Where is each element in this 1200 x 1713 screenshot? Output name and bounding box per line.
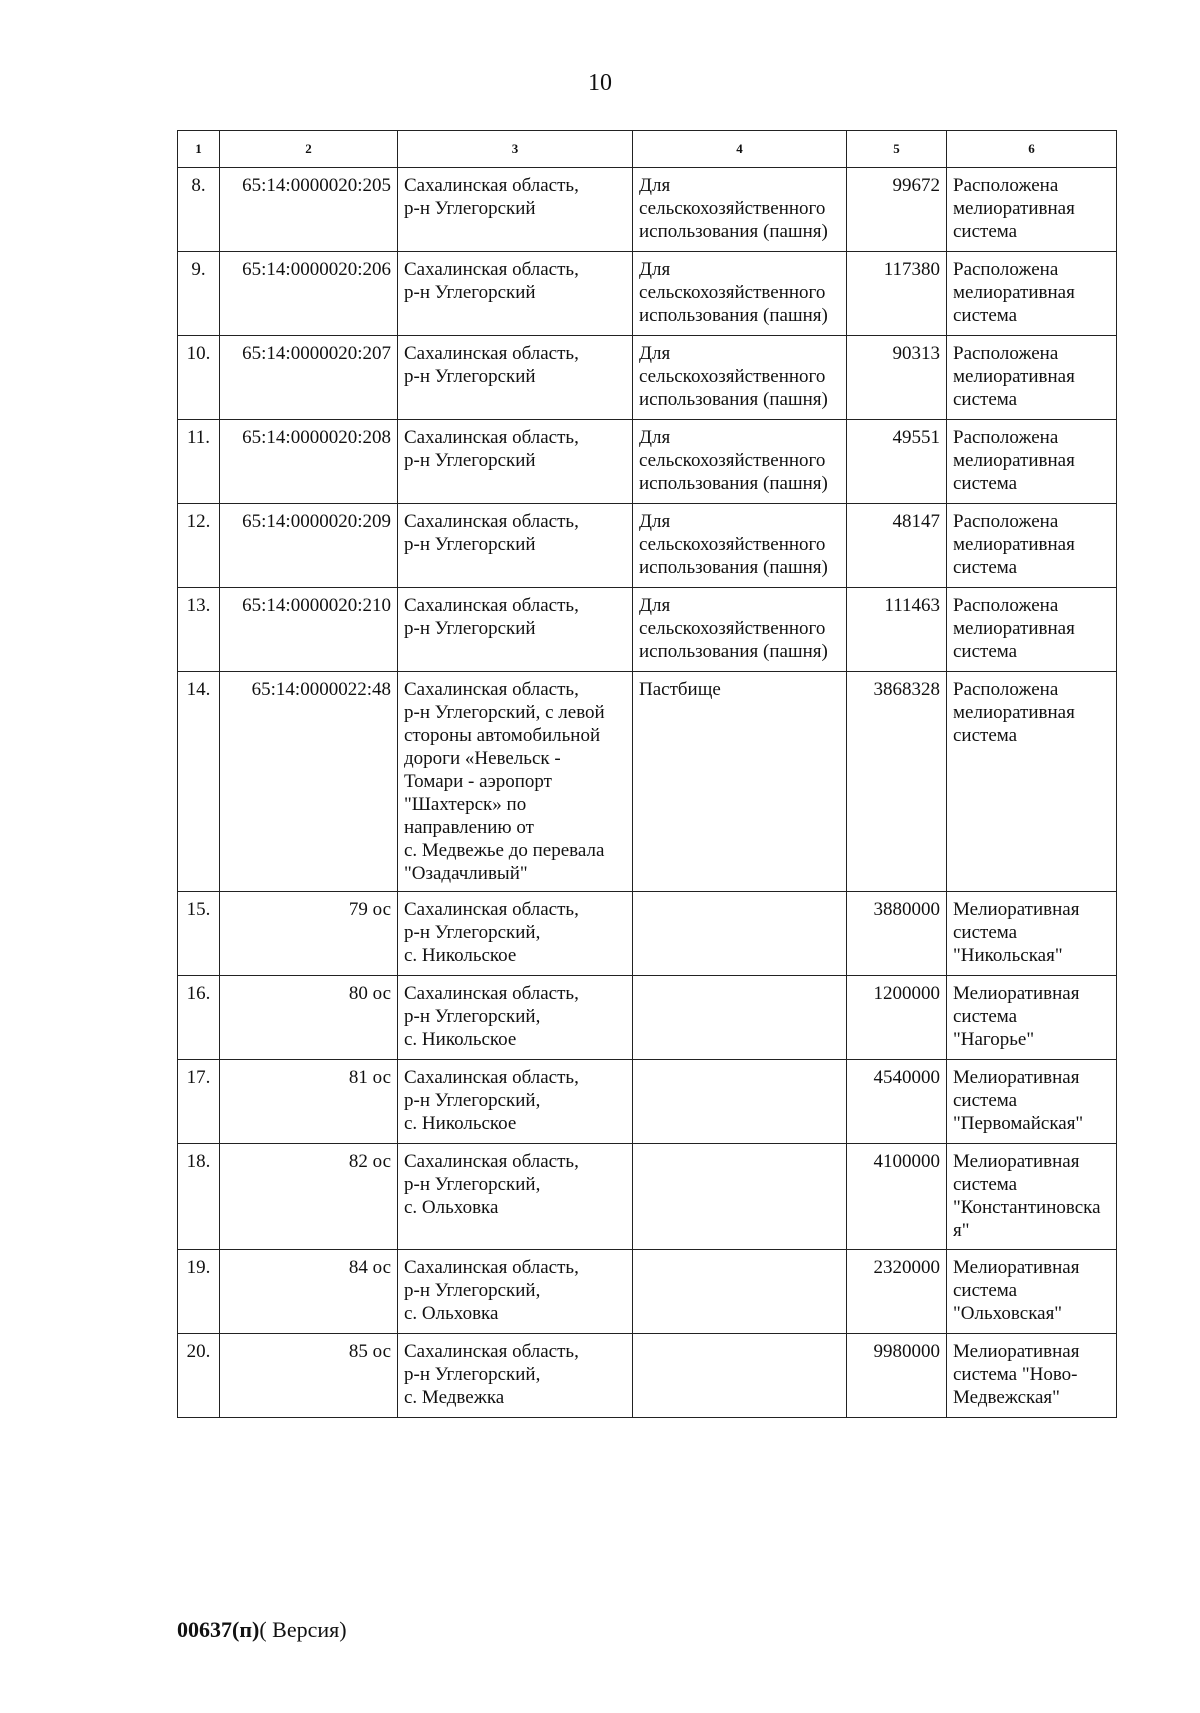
cell-note: Расположена мелиоративная система [947,672,1117,892]
cell-cadastral-number: 65:14:0000020:208 [220,420,398,504]
cell-permitted-use: Для сельскохозяйственного использования (пашня) [633,168,847,252]
cell-location: Сахалинская область, р-н Углегорский [398,168,633,252]
cell-area: 1200000 [847,976,947,1060]
cell-location: Сахалинская область, р-н Углегорский, с. Никольское [398,1060,633,1144]
table-body [178,168,1117,1418]
cell-note: Расположена мелиоративная система [947,336,1117,420]
cell-cadastral-number: 84 ос [220,1250,398,1334]
cell-area: 3880000 [847,892,947,976]
column-header: 5 [847,131,947,168]
cell-note: Мелиоративная система "Первомайская" [947,1060,1117,1144]
table-row [178,1144,1117,1250]
cell-cadastral-number: 65:14:0000020:209 [220,504,398,588]
cell-cadastral-number: 65:14:0000022:48 [220,672,398,892]
cell-permitted-use [633,1144,847,1250]
column-header: 1 [178,131,220,168]
cell-row-number: 20. [178,1334,220,1418]
cell-permitted-use [633,1334,847,1418]
cell-location: Сахалинская область, р-н Углегорский [398,336,633,420]
page-number: 10 [588,70,612,96]
cell-area: 3868328 [847,672,947,892]
cell-row-number: 15. [178,892,220,976]
cell-cadastral-number: 65:14:0000020:206 [220,252,398,336]
cell-row-number: 11. [178,420,220,504]
cell-location: Сахалинская область, р-н Углегорский, с. Медвежка [398,1334,633,1418]
column-header: 3 [398,131,633,168]
cell-note: Расположена мелиоративная система [947,588,1117,672]
cell-cadastral-number: 85 ос [220,1334,398,1418]
cell-permitted-use: Для сельскохозяйственного использования (пашня) [633,252,847,336]
cell-row-number: 10. [178,336,220,420]
cell-row-number: 18. [178,1144,220,1250]
cell-permitted-use [633,976,847,1060]
cell-permitted-use [633,1060,847,1144]
cell-cadastral-number: 80 ос [220,976,398,1060]
table-row [178,1250,1117,1334]
cell-location: Сахалинская область, р-н Углегорский [398,588,633,672]
table-row [178,976,1117,1060]
cell-area: 117380 [847,252,947,336]
cell-area: 9980000 [847,1334,947,1418]
table-row [178,252,1117,336]
cell-area: 99672 [847,168,947,252]
cell-cadastral-number: 65:14:0000020:205 [220,168,398,252]
cell-row-number: 14. [178,672,220,892]
column-header: 4 [633,131,847,168]
cell-permitted-use: Для сельскохозяйственного использования (пашня) [633,336,847,420]
cell-cadastral-number: 79 ос [220,892,398,976]
cell-location: Сахалинская область, р-н Углегорский [398,420,633,504]
column-header: 2 [220,131,398,168]
document-footer [177,1617,347,1643]
cell-permitted-use [633,1250,847,1334]
cell-row-number: 12. [178,504,220,588]
cell-area: 4100000 [847,1144,947,1250]
cell-note: Мелиоративная система "Никольская" [947,892,1117,976]
cell-permitted-use: Для сельскохозяйственного использования (пашня) [633,420,847,504]
cell-location: Сахалинская область, р-н Углегорский, с. Ольховка [398,1144,633,1250]
table-row [178,1060,1117,1144]
cell-area: 111463 [847,588,947,672]
cell-permitted-use: Для сельскохозяйственного использования (пашня) [633,504,847,588]
document-code: 00637(п) [177,1617,260,1642]
document-version: ( Версия) [259,1617,347,1642]
cell-row-number: 19. [178,1250,220,1334]
cell-location: Сахалинская область, р-н Углегорский, с. Никольское [398,892,633,976]
table-row [178,336,1117,420]
cell-note: Расположена мелиоративная система [947,504,1117,588]
cell-permitted-use: Для сельскохозяйственного использования (пашня) [633,588,847,672]
cell-location: Сахалинская область, р-н Углегорский [398,252,633,336]
table-row [178,504,1117,588]
cell-row-number: 13. [178,588,220,672]
cell-note: Мелиоративная система "Ново- Медвежская" [947,1334,1117,1418]
cell-row-number: 9. [178,252,220,336]
cell-cadastral-number: 65:14:0000020:207 [220,336,398,420]
cell-location: Сахалинская область, р-н Углегорский, с. Ольховка [398,1250,633,1334]
column-header: 6 [947,131,1117,168]
cell-area: 90313 [847,336,947,420]
cell-area: 49551 [847,420,947,504]
cell-note: Мелиоративная система "Нагорье" [947,976,1117,1060]
cell-cadastral-number: 65:14:0000020:210 [220,588,398,672]
cell-note: Мелиоративная система "Ольховская" [947,1250,1117,1334]
cell-note: Мелиоративная система "Константиновска я" [947,1144,1117,1250]
cell-location: Сахалинская область, р-н Углегорский [398,504,633,588]
table-row [178,168,1117,252]
table-row [178,892,1117,976]
cell-note: Расположена мелиоративная система [947,420,1117,504]
cell-area: 48147 [847,504,947,588]
table-row [178,1334,1117,1418]
cell-location: Сахалинская область, р-н Углегорский, с. Никольское [398,976,633,1060]
cell-note: Расположена мелиоративная система [947,168,1117,252]
cell-note: Расположена мелиоративная система [947,252,1117,336]
cell-area: 2320000 [847,1250,947,1334]
cell-area: 4540000 [847,1060,947,1144]
cell-permitted-use: Пастбище [633,672,847,892]
land-plots-table [177,130,1117,1418]
cell-row-number: 8. [178,168,220,252]
cell-row-number: 17. [178,1060,220,1144]
table-row [178,672,1117,892]
table-row [178,420,1117,504]
cell-cadastral-number: 82 ос [220,1144,398,1250]
cell-location: Сахалинская область, р-н Углегорский, с левой стороны автомобильной дороги «Невельск - Томари - аэропорт "Шахтерск» по направлению от с. Медвежье до перевала "Озадачливый" [398,672,633,892]
cell-row-number: 16. [178,976,220,1060]
table-row [178,588,1117,672]
cell-cadastral-number: 81 ос [220,1060,398,1144]
table-header-row [178,131,1117,168]
cell-permitted-use [633,892,847,976]
